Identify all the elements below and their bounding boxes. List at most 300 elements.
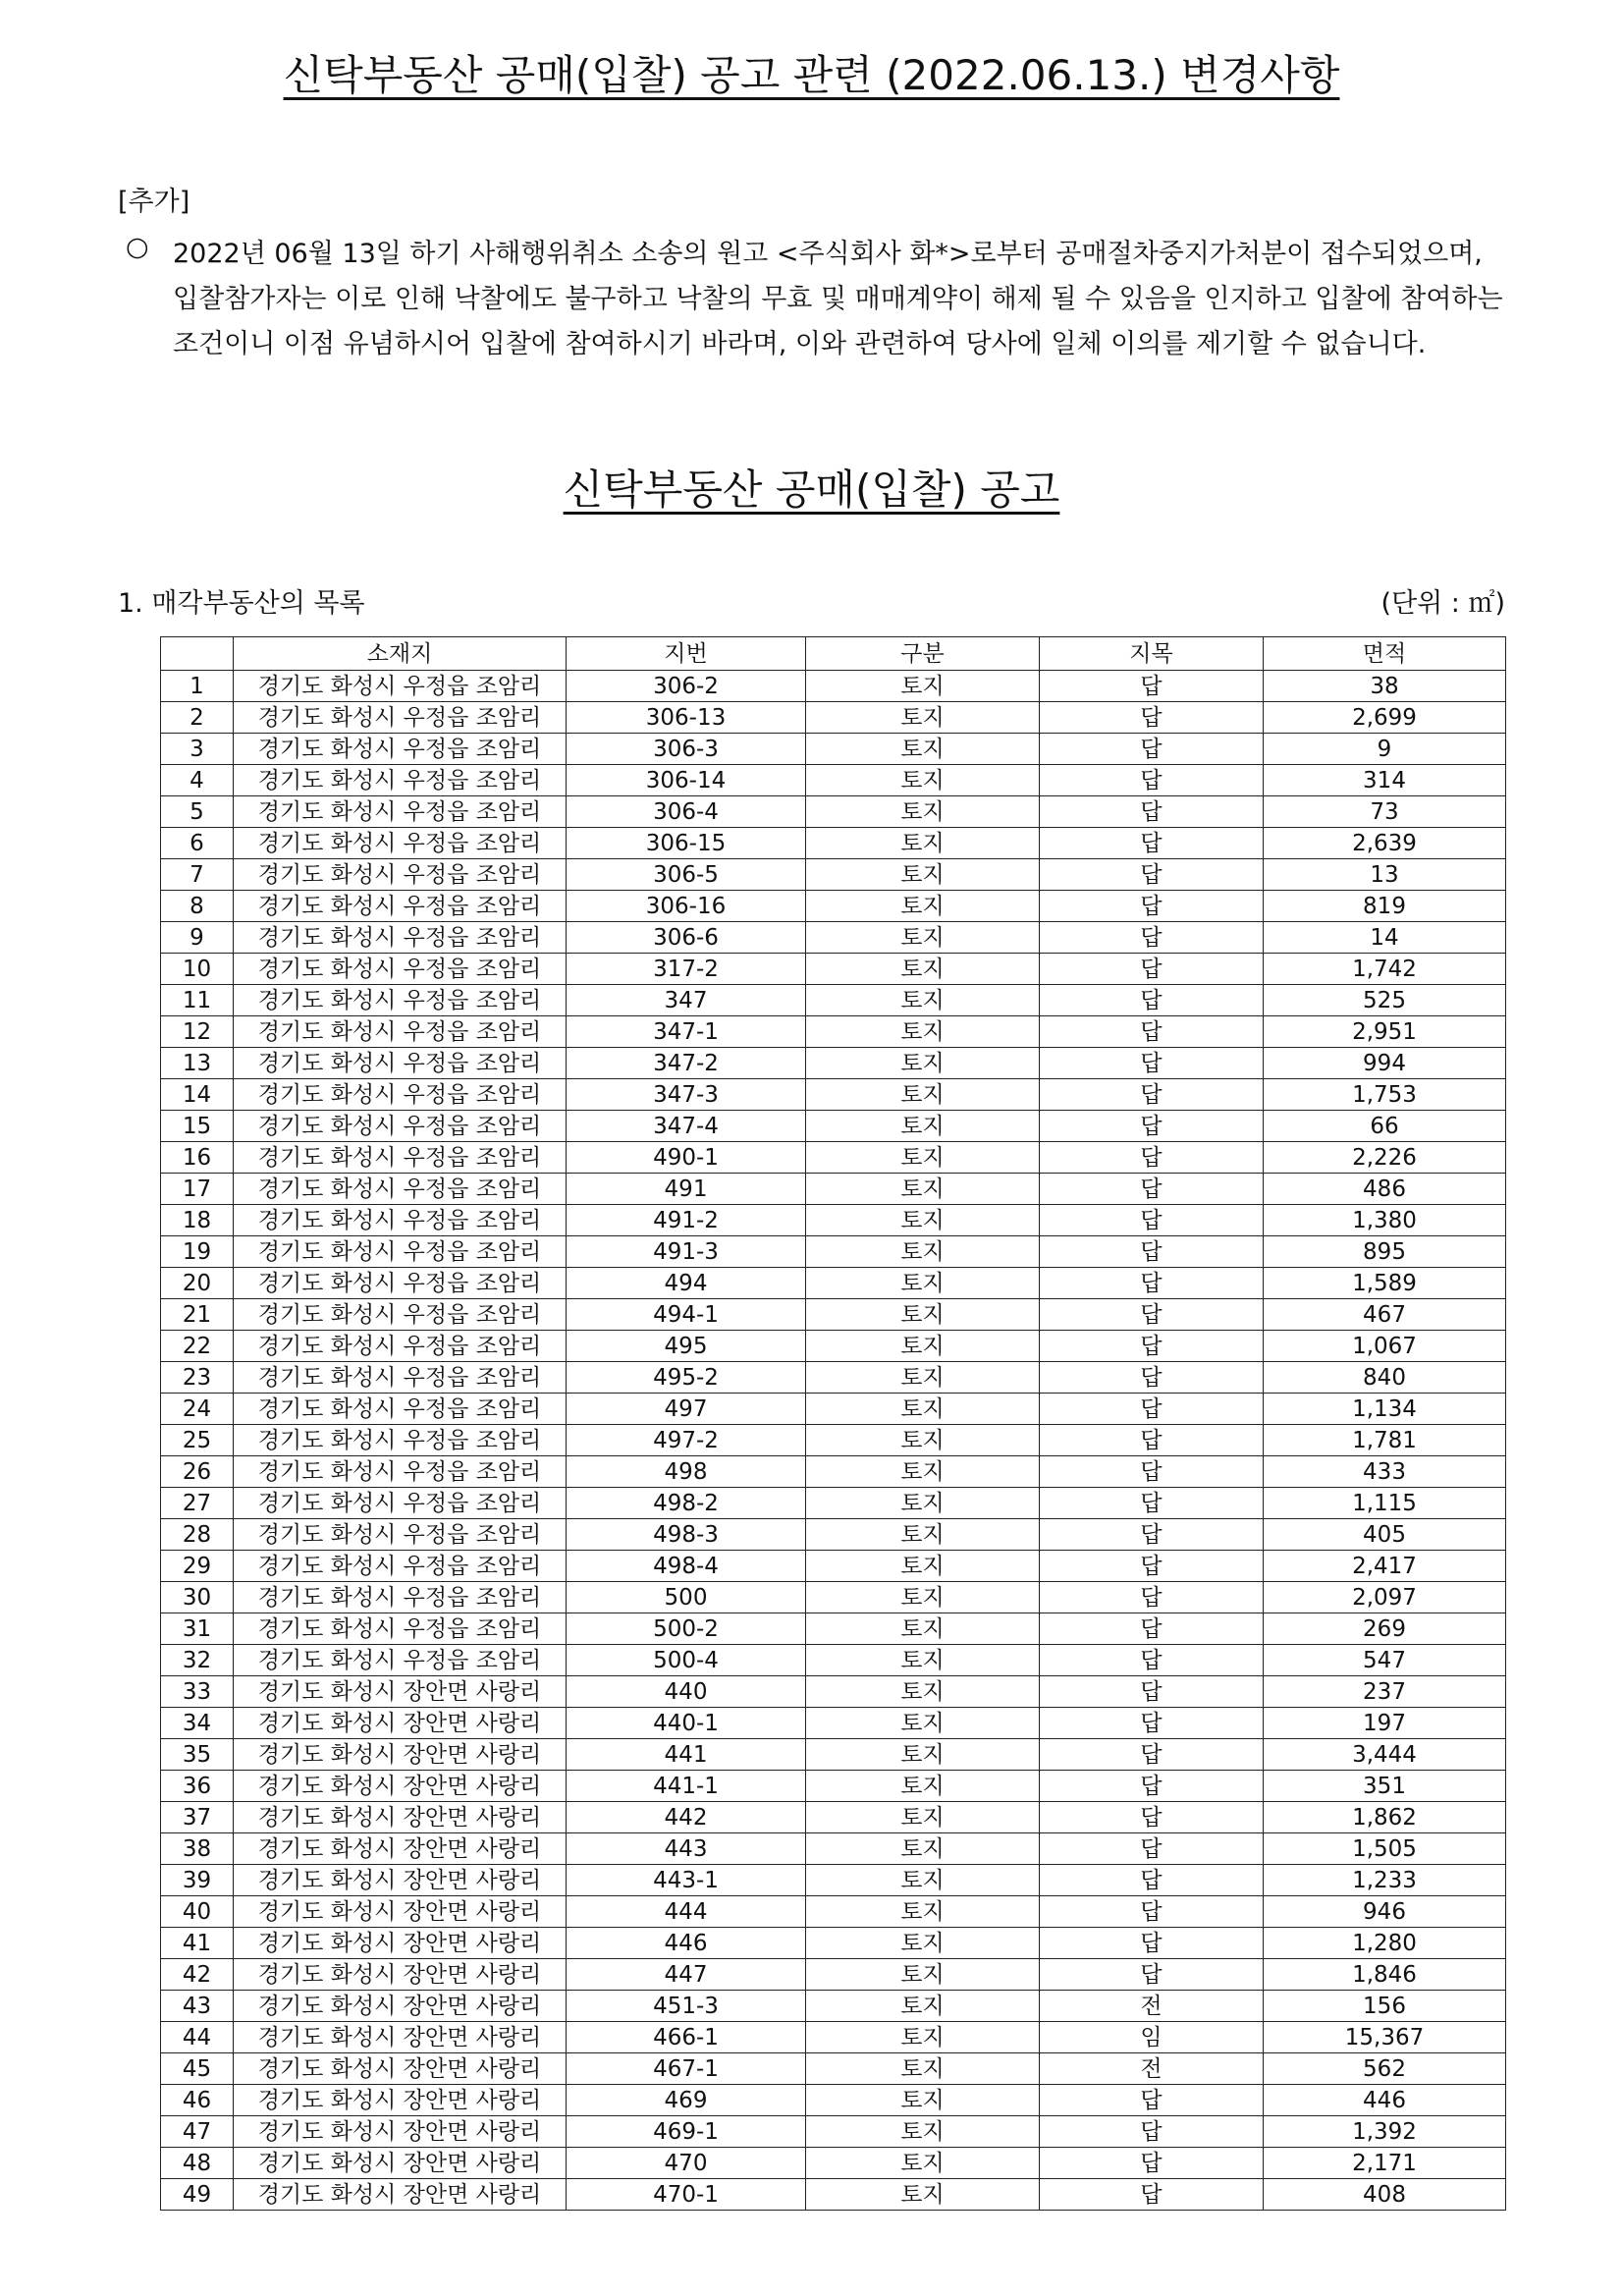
table-row <box>161 828 1506 859</box>
cell-area: 840 <box>1264 1362 1506 1394</box>
cell-no: 20 <box>161 1268 234 1299</box>
cell-land-type: 답 <box>1040 1708 1264 1739</box>
cell-area: 1,280 <box>1264 1928 1506 1959</box>
cell-no: 18 <box>161 1205 234 1236</box>
cell-location: 경기도 화성시 우정읍 조암리 <box>234 1236 567 1268</box>
cell-area: 467 <box>1264 1299 1506 1331</box>
cell-land-type: 답 <box>1040 1582 1264 1613</box>
cell-category: 토지 <box>806 2053 1040 2085</box>
cell-area: 3,444 <box>1264 1739 1506 1771</box>
cell-category: 토지 <box>806 671 1040 702</box>
cell-location: 경기도 화성시 장안면 사랑리 <box>234 2116 567 2148</box>
cell-location: 경기도 화성시 장안면 사랑리 <box>234 1708 567 1739</box>
cell-category: 토지 <box>806 1959 1040 1991</box>
table-row <box>161 1111 1506 1142</box>
cell-category: 토지 <box>806 922 1040 954</box>
cell-no: 2 <box>161 702 234 734</box>
cell-no: 12 <box>161 1016 234 1048</box>
table-row <box>161 1519 1506 1551</box>
cell-lot-number: 490-1 <box>567 1142 806 1174</box>
cell-land-type: 답 <box>1040 1048 1264 1079</box>
cell-location: 경기도 화성시 장안면 사랑리 <box>234 1928 567 1959</box>
cell-no: 43 <box>161 1991 234 2022</box>
cell-area: 156 <box>1264 1991 1506 2022</box>
cell-category: 토지 <box>806 1613 1040 1645</box>
cell-land-type: 답 <box>1040 1802 1264 1833</box>
cell-location: 경기도 화성시 우정읍 조암리 <box>234 1016 567 1048</box>
cell-lot-number: 497 <box>567 1394 806 1425</box>
cell-area: 314 <box>1264 765 1506 796</box>
cell-no: 26 <box>161 1456 234 1488</box>
cell-location: 경기도 화성시 우정읍 조암리 <box>234 734 567 765</box>
table-row <box>161 1016 1506 1048</box>
cell-category: 토지 <box>806 1236 1040 1268</box>
cell-lot-number: 491-2 <box>567 1205 806 1236</box>
cell-category: 토지 <box>806 2085 1040 2116</box>
table-header-row <box>161 637 1506 671</box>
cell-lot-number: 498 <box>567 1456 806 1488</box>
cell-location: 경기도 화성시 우정읍 조암리 <box>234 1488 567 1519</box>
cell-area: 486 <box>1264 1174 1506 1205</box>
cell-land-type: 답 <box>1040 1425 1264 1456</box>
cell-category: 토지 <box>806 954 1040 985</box>
table-row <box>161 2053 1506 2085</box>
cell-category: 토지 <box>806 1771 1040 1802</box>
cell-lot-number: 470-1 <box>567 2179 806 2211</box>
cell-land-type: 답 <box>1040 1896 1264 1928</box>
cell-area: 2,639 <box>1264 828 1506 859</box>
cell-lot-number: 500-4 <box>567 1645 806 1676</box>
cell-category: 토지 <box>806 1456 1040 1488</box>
table-row <box>161 702 1506 734</box>
cell-area: 1,115 <box>1264 1488 1506 1519</box>
cell-no: 47 <box>161 2116 234 2148</box>
cell-location: 경기도 화성시 장안면 사랑리 <box>234 2022 567 2053</box>
cell-lot-number: 306-3 <box>567 734 806 765</box>
cell-category: 토지 <box>806 1174 1040 1205</box>
cell-category: 토지 <box>806 1865 1040 1896</box>
cell-area: 2,171 <box>1264 2148 1506 2179</box>
cell-category: 토지 <box>806 1394 1040 1425</box>
cell-no: 41 <box>161 1928 234 1959</box>
cell-location: 경기도 화성시 장안면 사랑리 <box>234 1739 567 1771</box>
cell-lot-number: 497-2 <box>567 1425 806 1456</box>
cell-location: 경기도 화성시 장안면 사랑리 <box>234 1865 567 1896</box>
cell-category: 토지 <box>806 1991 1040 2022</box>
cell-area: 2,097 <box>1264 1582 1506 1613</box>
header-area: 면적 <box>1264 637 1506 671</box>
cell-location: 경기도 화성시 우정읍 조암리 <box>234 1425 567 1456</box>
cell-lot-number: 498-3 <box>567 1519 806 1551</box>
cell-location: 경기도 화성시 우정읍 조암리 <box>234 1519 567 1551</box>
cell-no: 36 <box>161 1771 234 1802</box>
cell-no: 38 <box>161 1833 234 1865</box>
cell-no: 32 <box>161 1645 234 1676</box>
cell-area: 38 <box>1264 671 1506 702</box>
cell-lot-number: 441 <box>567 1739 806 1771</box>
cell-land-type: 답 <box>1040 828 1264 859</box>
cell-land-type: 답 <box>1040 1362 1264 1394</box>
cell-location: 경기도 화성시 장안면 사랑리 <box>234 1959 567 1991</box>
cell-land-type: 답 <box>1040 1551 1264 1582</box>
cell-location: 경기도 화성시 우정읍 조암리 <box>234 702 567 734</box>
cell-land-type: 답 <box>1040 891 1264 922</box>
cell-no: 37 <box>161 1802 234 1833</box>
cell-land-type: 답 <box>1040 1613 1264 1645</box>
cell-no: 46 <box>161 2085 234 2116</box>
table-row <box>161 1896 1506 1928</box>
table-row <box>161 1865 1506 1896</box>
cell-no: 23 <box>161 1362 234 1394</box>
cell-no: 27 <box>161 1488 234 1519</box>
cell-location: 경기도 화성시 우정읍 조암리 <box>234 1048 567 1079</box>
cell-location: 경기도 화성시 우정읍 조암리 <box>234 1142 567 1174</box>
cell-location: 경기도 화성시 우정읍 조암리 <box>234 1079 567 1111</box>
cell-area: 946 <box>1264 1896 1506 1928</box>
cell-area: 1,134 <box>1264 1394 1506 1425</box>
table-row <box>161 1991 1506 2022</box>
cell-area: 1,067 <box>1264 1331 1506 1362</box>
header-land-type: 지목 <box>1040 637 1264 671</box>
section-heading: 1. 매각부동산의 목록 <box>118 588 365 619</box>
cell-category: 토지 <box>806 1739 1040 1771</box>
cell-lot-number: 491-3 <box>567 1236 806 1268</box>
cell-no: 48 <box>161 2148 234 2179</box>
cell-no: 28 <box>161 1519 234 1551</box>
cell-lot-number: 306-16 <box>567 891 806 922</box>
cell-location: 경기도 화성시 우정읍 조암리 <box>234 1394 567 1425</box>
cell-land-type: 답 <box>1040 1142 1264 1174</box>
cell-land-type: 답 <box>1040 1236 1264 1268</box>
cell-no: 22 <box>161 1331 234 1362</box>
table-row <box>161 1708 1506 1739</box>
header-no <box>161 637 234 671</box>
cell-lot-number: 494 <box>567 1268 806 1299</box>
cell-no: 30 <box>161 1582 234 1613</box>
cell-area: 895 <box>1264 1236 1506 1268</box>
cell-category: 토지 <box>806 1645 1040 1676</box>
unit-label: (단위 : ㎡) <box>1380 588 1505 619</box>
cell-lot-number: 491 <box>567 1174 806 1205</box>
cell-location: 경기도 화성시 우정읍 조암리 <box>234 891 567 922</box>
cell-no: 31 <box>161 1613 234 1645</box>
table-body <box>161 671 1506 2211</box>
cell-location: 경기도 화성시 장안면 사랑리 <box>234 1771 567 1802</box>
cell-no: 24 <box>161 1394 234 1425</box>
cell-location: 경기도 화성시 우정읍 조암리 <box>234 985 567 1016</box>
cell-category: 토지 <box>806 765 1040 796</box>
cell-category: 토지 <box>806 1582 1040 1613</box>
cell-lot-number: 306-15 <box>567 828 806 859</box>
cell-no: 14 <box>161 1079 234 1111</box>
table-row <box>161 2022 1506 2053</box>
cell-area: 1,742 <box>1264 954 1506 985</box>
cell-area: 15,367 <box>1264 2022 1506 2053</box>
cell-lot-number: 317-2 <box>567 954 806 985</box>
table-row <box>161 1142 1506 1174</box>
cell-lot-number: 469-1 <box>567 2116 806 2148</box>
cell-area: 1,380 <box>1264 1205 1506 1236</box>
cell-land-type: 답 <box>1040 1833 1264 1865</box>
cell-lot-number: 442 <box>567 1802 806 1833</box>
cell-location: 경기도 화성시 장안면 사랑리 <box>234 1802 567 1833</box>
section-title: 신탁부동산 공매(입찰) 공고 <box>563 465 1060 514</box>
cell-area: 994 <box>1264 1048 1506 1079</box>
table-row <box>161 1079 1506 1111</box>
cell-location: 경기도 화성시 우정읍 조암리 <box>234 671 567 702</box>
cell-lot-number: 500-2 <box>567 1613 806 1645</box>
cell-no: 19 <box>161 1236 234 1268</box>
table-row <box>161 859 1506 891</box>
cell-category: 토지 <box>806 1551 1040 1582</box>
cell-land-type: 답 <box>1040 859 1264 891</box>
cell-no: 5 <box>161 796 234 828</box>
cell-category: 토지 <box>806 1205 1040 1236</box>
cell-no: 45 <box>161 2053 234 2085</box>
table-row <box>161 1551 1506 1582</box>
cell-area: 237 <box>1264 1676 1506 1708</box>
table-row <box>161 1488 1506 1519</box>
cell-area: 1,233 <box>1264 1865 1506 1896</box>
table-row <box>161 1802 1506 1833</box>
cell-land-type: 전 <box>1040 1991 1264 2022</box>
table-row <box>161 2179 1506 2211</box>
cell-location: 경기도 화성시 우정읍 조암리 <box>234 922 567 954</box>
cell-category: 토지 <box>806 1299 1040 1331</box>
table-row <box>161 2116 1506 2148</box>
cell-lot-number: 347-4 <box>567 1111 806 1142</box>
cell-category: 토지 <box>806 1676 1040 1708</box>
table-row <box>161 2148 1506 2179</box>
cell-land-type: 답 <box>1040 985 1264 1016</box>
cell-land-type: 답 <box>1040 1016 1264 1048</box>
cell-no: 33 <box>161 1676 234 1708</box>
cell-land-type: 답 <box>1040 1394 1264 1425</box>
cell-area: 2,951 <box>1264 1016 1506 1048</box>
cell-category: 토지 <box>806 985 1040 1016</box>
cell-land-type: 답 <box>1040 1488 1264 1519</box>
cell-land-type: 답 <box>1040 796 1264 828</box>
table-row <box>161 2085 1506 2116</box>
cell-lot-number: 306-6 <box>567 922 806 954</box>
cell-lot-number: 347-1 <box>567 1016 806 1048</box>
cell-no: 15 <box>161 1111 234 1142</box>
cell-category: 토지 <box>806 1519 1040 1551</box>
cell-location: 경기도 화성시 우정읍 조암리 <box>234 1613 567 1645</box>
cell-land-type: 답 <box>1040 1865 1264 1896</box>
cell-lot-number: 347-2 <box>567 1048 806 1079</box>
cell-location: 경기도 화성시 장안면 사랑리 <box>234 2085 567 2116</box>
cell-location: 경기도 화성시 우정읍 조암리 <box>234 1299 567 1331</box>
cell-land-type: 답 <box>1040 1299 1264 1331</box>
cell-area: 2,417 <box>1264 1551 1506 1582</box>
cell-no: 7 <box>161 859 234 891</box>
cell-location: 경기도 화성시 우정읍 조암리 <box>234 1362 567 1394</box>
cell-location: 경기도 화성시 우정읍 조암리 <box>234 1174 567 1205</box>
cell-category: 토지 <box>806 796 1040 828</box>
cell-location: 경기도 화성시 우정읍 조암리 <box>234 828 567 859</box>
table-row <box>161 1833 1506 1865</box>
cell-no: 13 <box>161 1048 234 1079</box>
cell-lot-number: 444 <box>567 1896 806 1928</box>
cell-location: 경기도 화성시 우정읍 조암리 <box>234 796 567 828</box>
cell-category: 토지 <box>806 2179 1040 2211</box>
cell-no: 16 <box>161 1142 234 1174</box>
cell-land-type: 답 <box>1040 1645 1264 1676</box>
table-row <box>161 922 1506 954</box>
cell-lot-number: 443-1 <box>567 1865 806 1896</box>
table-row <box>161 1676 1506 1708</box>
cell-area: 13 <box>1264 859 1506 891</box>
cell-area: 547 <box>1264 1645 1506 1676</box>
cell-no: 39 <box>161 1865 234 1896</box>
table-row <box>161 891 1506 922</box>
cell-area: 1,846 <box>1264 1959 1506 1991</box>
cell-lot-number: 470 <box>567 2148 806 2179</box>
table-row <box>161 1959 1506 1991</box>
cell-category: 토지 <box>806 1488 1040 1519</box>
cell-no: 44 <box>161 2022 234 2053</box>
cell-location: 경기도 화성시 우정읍 조암리 <box>234 1582 567 1613</box>
cell-location: 경기도 화성시 우정읍 조암리 <box>234 1268 567 1299</box>
cell-land-type: 답 <box>1040 1079 1264 1111</box>
cell-land-type: 답 <box>1040 1959 1264 1991</box>
property-table <box>160 636 1506 2211</box>
table-row <box>161 1582 1506 1613</box>
cell-location: 경기도 화성시 우정읍 조암리 <box>234 1331 567 1362</box>
cell-area: 408 <box>1264 2179 1506 2211</box>
cell-land-type: 답 <box>1040 1174 1264 1205</box>
cell-area: 73 <box>1264 796 1506 828</box>
cell-category: 토지 <box>806 734 1040 765</box>
cell-land-type: 답 <box>1040 1456 1264 1488</box>
cell-area: 1,505 <box>1264 1833 1506 1865</box>
cell-category: 토지 <box>806 2116 1040 2148</box>
cell-location: 경기도 화성시 우정읍 조암리 <box>234 1456 567 1488</box>
cell-no: 1 <box>161 671 234 702</box>
cell-land-type: 답 <box>1040 1519 1264 1551</box>
cell-category: 토지 <box>806 1048 1040 1079</box>
cell-no: 3 <box>161 734 234 765</box>
cell-land-type: 답 <box>1040 954 1264 985</box>
cell-land-type: 답 <box>1040 1739 1264 1771</box>
cell-lot-number: 347 <box>567 985 806 1016</box>
cell-location: 경기도 화성시 우정읍 조암리 <box>234 1111 567 1142</box>
table-row <box>161 1771 1506 1802</box>
cell-area: 562 <box>1264 2053 1506 2085</box>
cell-land-type: 임 <box>1040 2022 1264 2053</box>
cell-area: 14 <box>1264 922 1506 954</box>
cell-location: 경기도 화성시 장안면 사랑리 <box>234 2053 567 2085</box>
cell-location: 경기도 화성시 장안면 사랑리 <box>234 2179 567 2211</box>
cell-area: 1,753 <box>1264 1079 1506 1111</box>
bullet-icon: ○ <box>126 232 149 262</box>
cell-land-type: 답 <box>1040 2085 1264 2116</box>
cell-lot-number: 498-2 <box>567 1488 806 1519</box>
cell-lot-number: 494-1 <box>567 1299 806 1331</box>
table-row <box>161 1268 1506 1299</box>
cell-category: 토지 <box>806 2148 1040 2179</box>
cell-no: 42 <box>161 1959 234 1991</box>
table-row <box>161 1645 1506 1676</box>
cell-category: 토지 <box>806 859 1040 891</box>
cell-land-type: 답 <box>1040 1928 1264 1959</box>
cell-category: 토지 <box>806 1362 1040 1394</box>
cell-area: 525 <box>1264 985 1506 1016</box>
cell-location: 경기도 화성시 장안면 사랑리 <box>234 1991 567 2022</box>
cell-no: 21 <box>161 1299 234 1331</box>
cell-land-type: 답 <box>1040 2179 1264 2211</box>
cell-area: 197 <box>1264 1708 1506 1739</box>
cell-lot-number: 306-13 <box>567 702 806 734</box>
table-row <box>161 1613 1506 1645</box>
cell-category: 토지 <box>806 891 1040 922</box>
cell-lot-number: 446 <box>567 1928 806 1959</box>
cell-land-type: 답 <box>1040 1676 1264 1708</box>
header-lot-number: 지번 <box>567 637 806 671</box>
cell-land-type: 답 <box>1040 922 1264 954</box>
cell-land-type: 답 <box>1040 1331 1264 1362</box>
cell-location: 경기도 화성시 장안면 사랑리 <box>234 1896 567 1928</box>
change-notice <box>118 180 1512 367</box>
cell-no: 17 <box>161 1174 234 1205</box>
cell-location: 경기도 화성시 우정읍 조암리 <box>234 1205 567 1236</box>
table-row <box>161 1236 1506 1268</box>
cell-area: 1,392 <box>1264 2116 1506 2148</box>
cell-category: 토지 <box>806 1111 1040 1142</box>
cell-category: 토지 <box>806 828 1040 859</box>
cell-no: 6 <box>161 828 234 859</box>
cell-lot-number: 306-14 <box>567 765 806 796</box>
cell-location: 경기도 화성시 우정읍 조암리 <box>234 1551 567 1582</box>
cell-category: 토지 <box>806 1016 1040 1048</box>
table-row <box>161 796 1506 828</box>
cell-category: 토지 <box>806 1928 1040 1959</box>
cell-category: 토지 <box>806 1142 1040 1174</box>
cell-lot-number: 495-2 <box>567 1362 806 1394</box>
cell-location: 경기도 화성시 장안면 사랑리 <box>234 2148 567 2179</box>
cell-no: 11 <box>161 985 234 1016</box>
cell-area: 1,862 <box>1264 1802 1506 1833</box>
cell-no: 49 <box>161 2179 234 2211</box>
cell-area: 66 <box>1264 1111 1506 1142</box>
table-row <box>161 1174 1506 1205</box>
table-row <box>161 671 1506 702</box>
cell-lot-number: 306-5 <box>567 859 806 891</box>
cell-area: 351 <box>1264 1771 1506 1802</box>
cell-area: 819 <box>1264 891 1506 922</box>
cell-category: 토지 <box>806 1833 1040 1865</box>
table-row <box>161 765 1506 796</box>
cell-category: 토지 <box>806 1268 1040 1299</box>
cell-lot-number: 447 <box>567 1959 806 1991</box>
cell-lot-number: 440-1 <box>567 1708 806 1739</box>
cell-area: 9 <box>1264 734 1506 765</box>
section-header <box>118 581 1505 620</box>
header-location: 소재지 <box>234 637 567 671</box>
cell-category: 토지 <box>806 1425 1040 1456</box>
cell-land-type: 전 <box>1040 2053 1264 2085</box>
cell-no: 10 <box>161 954 234 985</box>
document-title: 신탁부동산 공매(입찰) 공고 관련 (2022.06.13.) 변경사항 <box>283 51 1340 99</box>
cell-lot-number: 500 <box>567 1582 806 1613</box>
cell-land-type: 답 <box>1040 734 1264 765</box>
cell-location: 경기도 화성시 우정읍 조암리 <box>234 859 567 891</box>
cell-location: 경기도 화성시 장안면 사랑리 <box>234 1676 567 1708</box>
cell-area: 2,699 <box>1264 702 1506 734</box>
table-row <box>161 1425 1506 1456</box>
cell-land-type: 답 <box>1040 1111 1264 1142</box>
